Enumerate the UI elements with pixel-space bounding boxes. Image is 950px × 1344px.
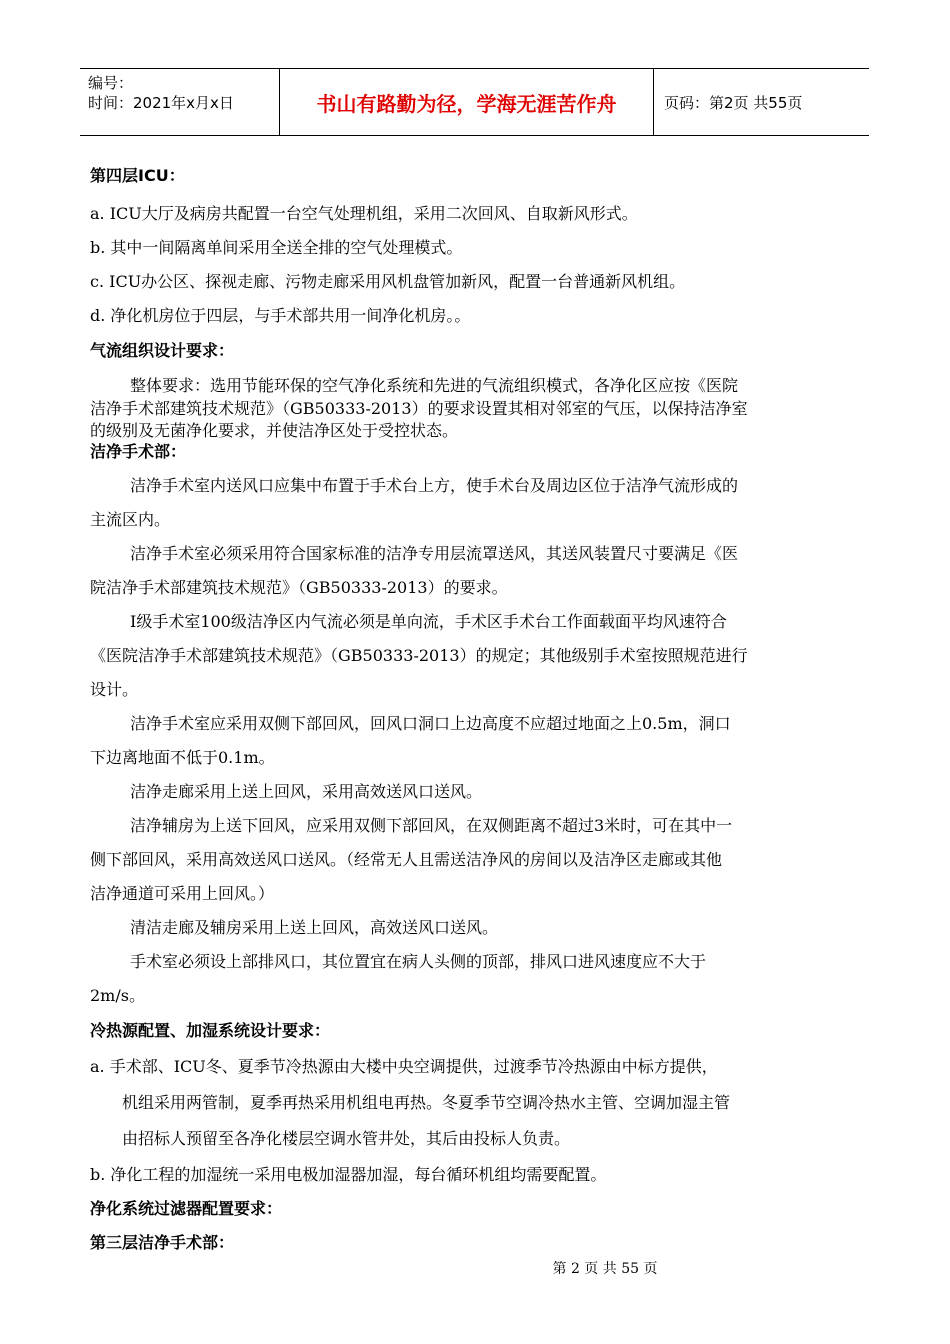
paragraph-line: 机组采用两管制，夏季再热采用机组电再热。冬夏季节空调冷热水主管、空调加湿主管: [122, 1093, 731, 1112]
paragraph-line: 清洁走廊及辅房采用上送上回风，高效送风口送风。: [130, 918, 499, 937]
header-meta: [80, 69, 280, 135]
section-heading: 洁净手术部：: [90, 442, 187, 461]
section-heading: 第三层洁净手术部：: [90, 1233, 235, 1252]
paragraph-line: a. ICU大厅及病房共配置一台空气处理机组，采用二次回风、自取新风形式。: [90, 204, 638, 223]
paragraph-line: 整体要求：选用节能环保的空气净化系统和先进的气流组织模式，各净化区应按《医院: [130, 376, 739, 395]
paragraph-line: b. 净化工程的加湿统一采用电极加湿器加湿，每台循环机组均需要配置。: [90, 1165, 607, 1184]
page-header: [80, 68, 869, 136]
paragraph-line: b. 其中一间隔离单间采用全送全排的空气处理模式。: [90, 238, 463, 257]
motto: 书山有路勤为径，学海无涯苦作舟: [280, 69, 654, 135]
paragraph-line: 洁净走廊采用上送上回风，采用高效送风口送风。: [130, 782, 483, 801]
paragraph-line: 洁净辅房为上送下回风，应采用双侧下部回风，在双侧距离不超过3米时，可在其中一: [130, 816, 733, 835]
section-heading: 冷热源配置、加湿系统设计要求：: [90, 1021, 331, 1040]
paragraph-line: 下边离地面不低于0.1m。: [90, 748, 275, 767]
paragraph-line: 主流区内。: [90, 510, 171, 529]
paragraph-line: d. 净化机房位于四层，与手术部共用一间净化机房。。: [90, 306, 471, 325]
paragraph-line: 《医院洁净手术部建筑技术规范》（GB50333-2013）的规定；其他级别手术室按照规范进行: [90, 646, 748, 665]
paragraph-line: 洁净手术室应采用双侧下部回风，回风口洞口上边高度不应超过地面之上0.5m，洞口: [130, 714, 731, 733]
page-footer: 第 2 页 共 55 页: [552, 1261, 658, 1277]
paragraph-line: I级手术室100级洁净区内气流必须是单向流，手术区手术台工作面载面平均风速符合: [130, 612, 727, 631]
paragraph-line: 侧下部回风，采用高效送风口送风。（经常无人且需送洁净风的房间以及洁净区走廊或其他: [90, 850, 723, 869]
paragraph-line: 2m/s。: [90, 986, 145, 1005]
paragraph-line: 洁净通道可采用上回风。）: [90, 884, 275, 903]
page-label: 页码：第2页 共55页: [664, 93, 803, 112]
section-heading: 净化系统过滤器配置要求：: [90, 1199, 283, 1218]
paragraph-line: 洁净手术部建筑技术规范》（GB50333-2013）的要求设置其相对邻室的气压，以保持洁净室: [90, 399, 748, 418]
date-label: 时间：2021年x月x日: [88, 94, 234, 112]
paragraph-line: 手术室必须设上部排风口，其位置宜在病人头侧的顶部，排风口进风速度应不大于: [130, 952, 707, 971]
paragraph-line: a. 手术部、ICU冬、夏季节冷热源由大楼中央空调提供，过渡季节冷热源由中标方提供，: [90, 1057, 718, 1076]
serial-label: 编号：: [88, 74, 134, 92]
paragraph-line: 洁净手术室内送风口应集中布置于手术台上方，使手术台及周边区位于洁净气流形成的: [130, 476, 739, 495]
paragraph-line: c. ICU办公区、探视走廊、污物走廊采用风机盘管加新风，配置一台普通新风机组。: [90, 272, 686, 291]
paragraph-line: 洁净手术室必须采用符合国家标准的洁净专用层流罩送风，其送风装置尺寸要满足《医: [130, 544, 739, 563]
section-heading: 第四层ICU：: [90, 166, 185, 185]
paragraph-line: 设计。: [90, 680, 139, 699]
paragraph-line: 的级别及无菌净化要求，并使洁净区处于受控状态。: [90, 421, 459, 440]
paragraph-line: 由招标人预留至各净化楼层空调水管井处，其后由投标人负责。: [122, 1129, 571, 1148]
section-heading: 气流组织设计要求：: [90, 341, 235, 360]
paragraph-line: 院洁净手术部建筑技术规范》（GB50333-2013）的要求。: [90, 578, 508, 597]
